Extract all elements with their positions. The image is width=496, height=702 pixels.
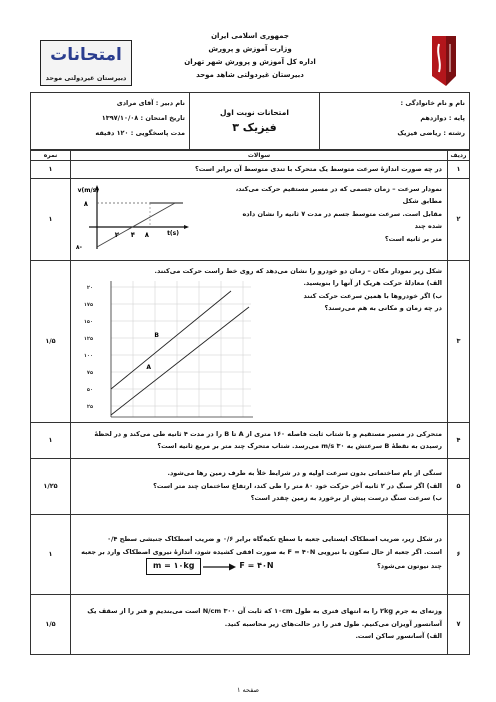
question-line: در شکل زیر، ضریب اصطکاک ایستایی جعبه با سطح تکیه‌گاه برابر ۰/۶ و ضریب اصطکاک جنبشی سطح ۰/۴: [107, 535, 442, 544]
question-number: ۶: [448, 514, 470, 594]
car-b-line: [111, 307, 249, 415]
questions-header: سوالات: [71, 151, 448, 161]
logo-subtitle: دبیرستان غیردولتی موحد: [45, 74, 127, 82]
force-figure: [146, 558, 274, 575]
question-line: الف) اگر سنگ در ۲ ثانیه آخر حرکت خود ۸۰ متر را طی کند، ارتفاع ساختمان چند متر است؟: [153, 481, 442, 490]
republic-title: جمهوری اسلامی ایران: [211, 32, 289, 40]
x-axis-label: t(s): [167, 229, 179, 237]
question-text: [71, 594, 448, 654]
question-score: ۱/۵: [31, 260, 71, 422]
directorate-title: اداره کل آموزش و پرورش شهر تهران: [184, 58, 316, 66]
question-line: شکل زیر نمودار مکان – زمان دو خودرو را نشان می‌دهد که روی خط راست حرکت می‌کنند.: [154, 266, 442, 275]
logo-title: امتحانات: [50, 45, 122, 65]
question-line: متحرکی در مسیر مستقیم و با شتاب ثابت فاصله ۱۶۰ متری از A تا B را در مدت ۴ ثانیه طی می‌کند و در لحظهٔ: [94, 429, 442, 438]
question-text: [71, 178, 448, 260]
question-line: الف) معادلهٔ حرکت هریک از آنها را بنویسید.: [303, 279, 442, 287]
question-row: [31, 161, 470, 179]
question-text: [71, 260, 448, 422]
question-number: ۵: [448, 458, 470, 514]
question-line: ب) سرعت سنگ درست پیش از برخورد به زمین چقدر است؟: [250, 494, 442, 503]
header-titles: [160, 30, 340, 82]
question-score: ۱/۵: [31, 594, 71, 654]
student-name-label: نام و نام خانوادگی :: [400, 99, 465, 107]
ministry-title: وزارت آموزش و پرورش: [208, 45, 292, 53]
question-row: [31, 514, 470, 594]
question-number: ۲: [448, 178, 470, 260]
exam-logo: [40, 40, 132, 86]
field-label: رشته : ریاضی فیزیک: [397, 129, 465, 137]
question-text: [71, 514, 448, 594]
question-line: متر بر ثانیه است؟: [384, 234, 442, 243]
question-line: وزنه‌ای به جرم ۲kg را به انتهای فنری به طول ۱۰cm که ثابت آن ۳۰۰ N/cm است می‌بندیم و فنر را از سقف یک: [87, 607, 442, 616]
question-score: ۱: [31, 178, 71, 260]
teacher-label: نام دبیر : آقای مرادی: [116, 99, 185, 107]
question-text: [71, 422, 448, 458]
y-tick: ۲۵: [86, 403, 93, 410]
duration-label: مدت پاسخگویی : ۱۲۰ دقیقه: [95, 129, 185, 137]
y-tick-neg: -۸: [75, 243, 82, 251]
question-row: [31, 458, 470, 514]
exam-title: امتحانات نوبت اول: [220, 108, 289, 117]
question-score: ۱: [31, 161, 71, 179]
y-tick: ۱۰۰: [83, 352, 93, 359]
car-b-label: B: [154, 331, 159, 339]
mass-box: m = ۱۰kg: [146, 558, 201, 575]
school-title: دبیرستان غیردولتی شاهد موحد: [196, 71, 304, 79]
exam-date-label: تاریخ امتحان : ۱۳۹۷/۱۰/۰۸: [101, 114, 185, 122]
question-text: [71, 458, 448, 514]
school-emblem-icon: [426, 32, 462, 90]
y-tick: ۱۵۰: [83, 318, 93, 325]
question-line: آسانسور آویزان می‌کنیم. طول فنر را در حالت‌های زیر محاسبه کنید.: [224, 619, 442, 628]
question-score: ۱/۲۵: [31, 458, 71, 514]
car-a-line: [111, 291, 231, 389]
exam-info-table: [30, 92, 470, 150]
force-label: F = ۴۰N: [239, 561, 274, 571]
question-number: ۴: [448, 422, 470, 458]
question-line: رسیدن به نقطهٔ B سرعتش به ۳۰ m/s می‌رسد. شتاب متحرک چند متر بر مربع ثانیه است؟: [157, 442, 442, 450]
question-row: [31, 260, 470, 422]
velocity-line: [97, 203, 175, 247]
question-row: [31, 178, 470, 260]
y-tick: ۷۵: [86, 369, 93, 376]
question-line: در چه صورت اندازهٔ سرعت متوسط یک متحرک با تندی متوسط آن برابر است؟: [194, 165, 442, 173]
force-arrow-icon: [203, 562, 237, 572]
exam-header: [30, 30, 470, 98]
x-tick: ۴: [130, 230, 135, 239]
x-tick: ۲: [114, 230, 119, 239]
question-line: ب) اگر خودروها با همین سرعت حرکت کنند: [303, 291, 442, 300]
question-line: در چه زمان و مکانی به هم می‌رسند؟: [324, 304, 442, 312]
x-tick: ۸: [144, 230, 149, 239]
grade-label: پایه : دوازدهم: [420, 114, 465, 122]
question-number: ۳: [448, 260, 470, 422]
question-number: ۱: [448, 161, 470, 179]
question-text: [71, 161, 448, 179]
question-row: [31, 422, 470, 458]
questions-table: [30, 150, 470, 655]
row-header: ردیف: [448, 151, 470, 161]
question-number: ۷: [448, 594, 470, 654]
student-info-cell: [320, 93, 470, 150]
question-row: [31, 594, 470, 654]
question-score: ۱: [31, 422, 71, 458]
question-line: است. اگر جعبه از حال سکون با نیرویی F = ۴۰N به صورت افقی کشیده شود، اندازهٔ نیروی اصطکاک وارد بر جعبه: [81, 547, 442, 556]
y-tick: ۲۰: [86, 284, 93, 291]
y-axis-label: v(m/s): [77, 186, 99, 194]
y-tick: ۵۰: [86, 386, 93, 393]
exam-title-cell: [190, 93, 320, 150]
question-line: الف) آسانسور ساکن است.: [355, 632, 442, 641]
y-tick: ۱۲۵: [83, 335, 93, 342]
position-time-graph: [81, 277, 261, 421]
question-line: مقابل است. سرعت متوسط جسم در مدت ۷ ثانیه را نشان داده شده چند: [242, 209, 442, 230]
teacher-info-cell: [31, 93, 190, 150]
velocity-time-graph: [75, 183, 199, 255]
score-header: نمره: [31, 151, 71, 161]
exam-subject: فیزیک ۳: [232, 121, 277, 134]
question-line: نمودار سرعت – زمان جسمی که در مسیر مستقیم حرکت می‌کند، مطابق شکل: [235, 184, 442, 205]
car-a-label: A: [146, 363, 151, 371]
y-tick: ۸: [83, 199, 88, 208]
question-score: ۱: [31, 514, 71, 594]
page-footer: صفحه ۱: [236, 686, 260, 694]
question-line: سنگی از بام ساختمانی بدون سرعت اولیه و در شرایط خلأ به طرف زمین رها می‌شود.: [167, 469, 442, 478]
y-tick: ۱۷۵: [83, 301, 93, 308]
question-line: چند نیوتون می‌شود؟: [376, 562, 442, 571]
